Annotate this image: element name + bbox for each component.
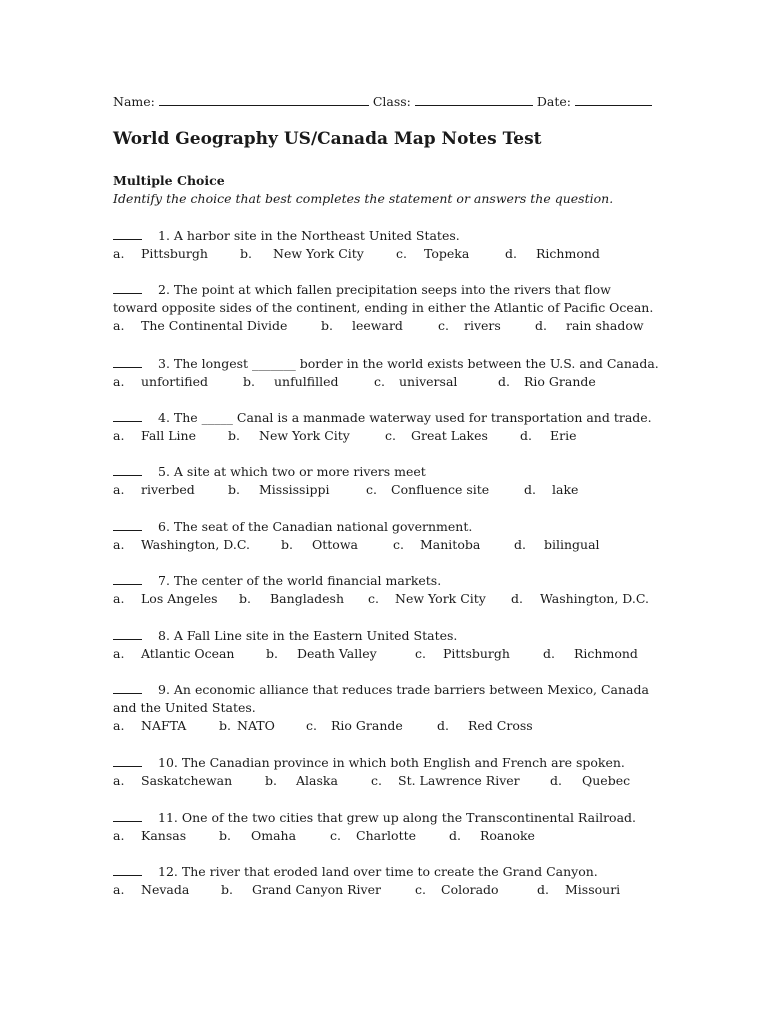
choice-text: Great Lakes xyxy=(411,428,488,443)
choice-text: rain shadow xyxy=(566,318,644,333)
answer-blank[interactable] xyxy=(113,628,142,640)
choice-letter: a. xyxy=(113,482,125,497)
answer-blank[interactable] xyxy=(113,410,142,422)
answer-blank[interactable] xyxy=(113,228,142,240)
choice-letter: d. xyxy=(520,428,532,443)
question-text: 7. The center of the world financial markets. xyxy=(158,573,442,588)
choice-letter: a. xyxy=(113,537,125,552)
choice-text: lake xyxy=(552,482,579,497)
question-stem xyxy=(113,754,673,772)
choice-text: Grand Canyon River xyxy=(252,882,381,897)
choice-letter: c. xyxy=(371,773,382,788)
question-6 xyxy=(113,518,673,554)
choice-text: The Continental Divide xyxy=(141,318,288,333)
answer-blank[interactable] xyxy=(113,864,142,876)
choice-text: Los Angeles xyxy=(141,591,218,606)
choice-letter: c. xyxy=(374,374,385,389)
choice-text: unfulfilled xyxy=(274,374,339,389)
question-stem xyxy=(113,809,673,827)
choice-text: unfortified xyxy=(141,374,208,389)
date-label: Date: xyxy=(536,94,571,109)
choice-row xyxy=(113,717,673,735)
choice-letter: c. xyxy=(306,718,317,733)
question-7 xyxy=(113,572,673,608)
question-2 xyxy=(113,281,673,335)
question-text: 1. A harbor site in the Northeast United States. xyxy=(158,228,460,243)
choice-letter: a. xyxy=(113,646,125,661)
answer-blank[interactable] xyxy=(113,573,142,585)
choice-row xyxy=(113,881,673,899)
question-stem xyxy=(113,463,673,481)
choice-letter: a. xyxy=(113,428,125,443)
choice-letter: d. xyxy=(449,828,461,843)
student-info-line xyxy=(113,94,652,109)
choice-row xyxy=(113,481,673,499)
choice-text: NAFTA xyxy=(141,718,187,733)
choice-letter: b. xyxy=(240,246,252,261)
question-text: 2. The point at which fallen precipitation seeps into the rivers that flow xyxy=(158,282,611,297)
choice-row xyxy=(113,317,673,335)
choice-letter: c. xyxy=(366,482,377,497)
choice-text: Roanoke xyxy=(480,828,535,843)
question-stem xyxy=(113,409,673,427)
question-text: toward opposite sides of the continent, ending in either the Atlantic of Pacific Ocean. xyxy=(113,300,654,315)
question-text: 12. The river that eroded land over time to create the Grand Canyon. xyxy=(158,864,598,879)
choice-row xyxy=(113,245,673,263)
answer-blank[interactable] xyxy=(113,464,142,476)
answer-blank[interactable] xyxy=(113,755,142,767)
choice-letter: b. xyxy=(321,318,333,333)
choice-text: New York City xyxy=(395,591,486,606)
question-text: and the United States. xyxy=(113,700,256,715)
question-stem xyxy=(113,281,673,299)
choice-letter: b. xyxy=(239,591,251,606)
page-title: World Geography US/Canada Map Notes Test xyxy=(113,129,542,149)
choice-row xyxy=(113,536,673,554)
choice-letter: b. xyxy=(219,828,231,843)
answer-blank[interactable] xyxy=(113,519,142,531)
question-stem xyxy=(113,863,673,881)
choice-letter: a. xyxy=(113,882,125,897)
choice-text: Washington, D.C. xyxy=(141,537,250,552)
name-field[interactable] xyxy=(159,94,369,106)
choice-text: Mississippi xyxy=(259,482,330,497)
choice-text: Bangladesh xyxy=(270,591,345,606)
choice-letter: a. xyxy=(113,374,125,389)
choice-letter: d. xyxy=(537,882,549,897)
choice-letter: a. xyxy=(113,718,125,733)
choice-letter: c. xyxy=(368,591,379,606)
choice-letter: c. xyxy=(438,318,449,333)
choice-letter: b. xyxy=(228,428,240,443)
choice-letter: d. xyxy=(505,246,517,261)
choice-letter: c. xyxy=(415,882,426,897)
answer-blank[interactable] xyxy=(113,356,142,368)
choice-text: universal xyxy=(399,374,458,389)
question-text: 4. The _____ Canal is a manmade waterway used for transportation and trade. xyxy=(158,410,652,425)
choice-letter: a. xyxy=(113,828,125,843)
choice-text: Alaska xyxy=(296,773,338,788)
name-label: Name: xyxy=(113,94,155,109)
choice-text: bilingual xyxy=(544,537,600,552)
choice-letter: c. xyxy=(396,246,407,261)
choice-letter: c. xyxy=(330,828,341,843)
question-5 xyxy=(113,463,673,499)
choice-row xyxy=(113,772,673,790)
choice-text: Pittsburgh xyxy=(443,646,510,661)
choice-row xyxy=(113,373,673,391)
choice-row xyxy=(113,827,673,845)
question-11 xyxy=(113,809,673,845)
question-text: 5. A site at which two or more rivers meet xyxy=(158,464,426,479)
choice-letter: a. xyxy=(113,591,125,606)
choice-text: Confluence site xyxy=(391,482,490,497)
question-text: 11. One of the two cities that grew up along the Transcontinental Railroad. xyxy=(158,810,637,825)
question-stem xyxy=(113,299,673,317)
choice-text: Charlotte xyxy=(356,828,417,843)
choice-letter: c. xyxy=(393,537,404,552)
choice-text: Rio Grande xyxy=(524,374,596,389)
answer-blank[interactable] xyxy=(113,282,142,294)
choice-letter: b. xyxy=(219,718,231,733)
question-stem xyxy=(113,355,673,373)
choice-text: Atlantic Ocean xyxy=(141,646,235,661)
choice-text: New York City xyxy=(273,246,364,261)
choice-letter: d. xyxy=(514,537,526,552)
choice-text: Red Cross xyxy=(468,718,533,733)
choice-text: NATO xyxy=(237,718,275,733)
question-text: 8. A Fall Line site in the Eastern United States. xyxy=(158,628,458,643)
class-label: Class: xyxy=(372,94,411,109)
question-stem xyxy=(113,572,673,590)
choice-letter: c. xyxy=(415,646,426,661)
question-9 xyxy=(113,681,673,735)
choice-letter: d. xyxy=(498,374,510,389)
answer-blank[interactable] xyxy=(113,810,142,822)
question-12 xyxy=(113,863,673,899)
choice-letter: d. xyxy=(437,718,449,733)
question-10 xyxy=(113,754,673,790)
choice-text: riverbed xyxy=(141,482,195,497)
question-stem xyxy=(113,699,673,717)
choice-row xyxy=(113,645,673,663)
question-4 xyxy=(113,409,673,445)
choice-letter: d. xyxy=(543,646,555,661)
choice-letter: b. xyxy=(221,882,233,897)
choice-text: New York City xyxy=(259,428,350,443)
choice-text: Erie xyxy=(550,428,577,443)
choice-letter: d. xyxy=(550,773,562,788)
choice-text: Manitoba xyxy=(420,537,481,552)
choice-letter: d. xyxy=(524,482,536,497)
choice-letter: b. xyxy=(228,482,240,497)
choice-text: leeward xyxy=(352,318,403,333)
choice-text: Missouri xyxy=(565,882,621,897)
choice-text: Omaha xyxy=(251,828,297,843)
choice-text: Richmond xyxy=(574,646,638,661)
choice-row xyxy=(113,590,673,608)
choice-letter: b. xyxy=(265,773,277,788)
question-1 xyxy=(113,227,673,263)
choice-letter: b. xyxy=(266,646,278,661)
question-stem xyxy=(113,518,673,536)
choice-text: Rio Grande xyxy=(331,718,403,733)
choice-letter: b. xyxy=(243,374,255,389)
choice-text: Ottowa xyxy=(312,537,358,552)
question-3 xyxy=(113,355,673,391)
choice-text: Fall Line xyxy=(141,428,196,443)
choice-text: Richmond xyxy=(536,246,600,261)
choice-text: Nevada xyxy=(141,882,190,897)
choice-text: St. Lawrence River xyxy=(398,773,520,788)
choice-text: Kansas xyxy=(141,828,187,843)
question-stem xyxy=(113,681,673,699)
choice-text: rivers xyxy=(464,318,501,333)
choice-letter: a. xyxy=(113,246,125,261)
question-stem xyxy=(113,227,673,245)
choice-text: Death Valley xyxy=(297,646,377,661)
section-title: Multiple Choice xyxy=(113,173,225,188)
class-field[interactable] xyxy=(415,94,533,106)
choice-text: Saskatchewan xyxy=(141,773,233,788)
choice-letter: d. xyxy=(511,591,523,606)
date-field[interactable] xyxy=(575,94,652,106)
question-stem xyxy=(113,627,673,645)
choice-text: Colorado xyxy=(441,882,499,897)
question-text: 9. An economic alliance that reduces trade barriers between Mexico, Canada xyxy=(158,682,649,697)
choice-row xyxy=(113,427,673,445)
choice-letter: d. xyxy=(535,318,547,333)
choice-letter: b. xyxy=(281,537,293,552)
question-text: 10. The Canadian province in which both English and French are spoken. xyxy=(158,755,625,770)
choice-text: Pittsburgh xyxy=(141,246,208,261)
choice-letter: a. xyxy=(113,318,125,333)
choice-text: Washington, D.C. xyxy=(540,591,649,606)
answer-blank[interactable] xyxy=(113,682,142,694)
choice-text: Quebec xyxy=(582,773,631,788)
choice-letter: c. xyxy=(385,428,396,443)
question-text: 6. The seat of the Canadian national government. xyxy=(158,519,473,534)
choice-letter: a. xyxy=(113,773,125,788)
section-instructions: Identify the choice that best completes the statement or answers the question. xyxy=(113,191,614,206)
choice-text: Topeka xyxy=(424,246,470,261)
question-text: 3. The longest _______ border in the world exists between the U.S. and Canada. xyxy=(158,356,659,371)
question-8 xyxy=(113,627,673,663)
